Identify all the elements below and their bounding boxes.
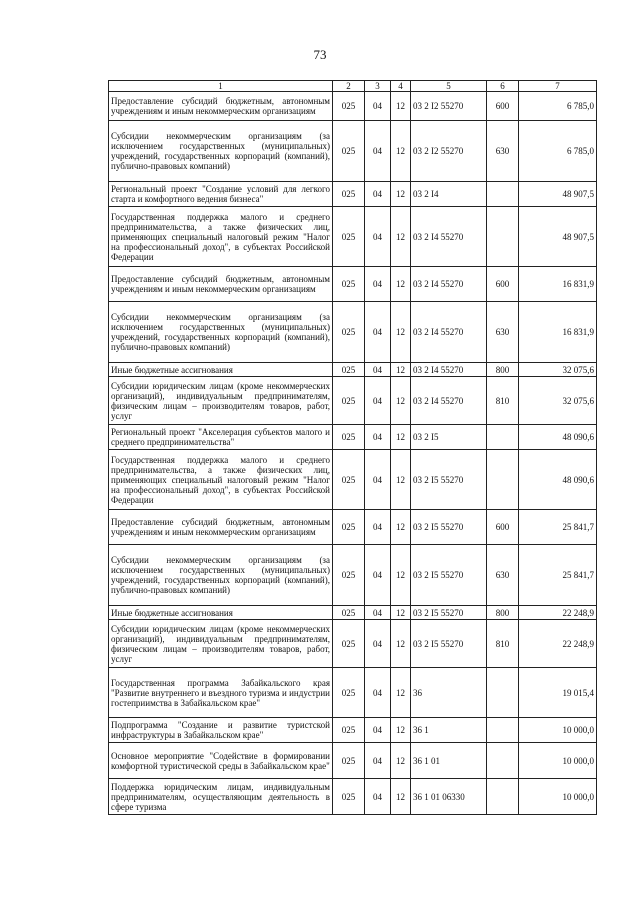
- row-csr: 03 2 I5 55270: [411, 545, 487, 606]
- row-amount: 48 090,6: [519, 425, 597, 450]
- row-vr: [487, 779, 519, 815]
- row-name: Предоставление субсидий бюджетным, автономным учреждениям и иным некоммерческим организациям: [109, 510, 333, 545]
- row-grbs: 025: [333, 425, 365, 450]
- row-rz: 04: [365, 182, 391, 207]
- row-amount: 6 785,0: [519, 121, 597, 182]
- row-pr: 12: [391, 302, 411, 363]
- row-name: Региональный проект "Создание условий для легкого старта и комфортного ведения бизнеса": [109, 182, 333, 207]
- table-row: [109, 207, 597, 267]
- row-vr: 630: [487, 121, 519, 182]
- row-name: Иные бюджетные ассигнования: [109, 363, 333, 377]
- row-grbs: 025: [333, 267, 365, 302]
- table-row: [109, 302, 597, 363]
- row-vr: 800: [487, 606, 519, 620]
- row-name: Предоставление субсидий бюджетным, автономным учреждениям и иным некоммерческим организациям: [109, 92, 333, 121]
- row-grbs: 025: [333, 363, 365, 377]
- row-amount: 10 000,0: [519, 743, 597, 779]
- row-csr: 03 2 I4 55270: [411, 363, 487, 377]
- row-csr: 03 2 I5 55270: [411, 620, 487, 668]
- table-row: [109, 743, 597, 779]
- row-name: Подпрограмма "Создание и развитие туристской инфраструктуры в Забайкальском крае": [109, 718, 333, 743]
- row-name: Государственная программа Забайкальского края "Развитие внутреннего и въездного туризма и индустрии гостеприимства в Забайкальском крае": [109, 668, 333, 718]
- table-row: [109, 606, 597, 620]
- row-amount: 22 248,9: [519, 606, 597, 620]
- row-rz: 04: [365, 668, 391, 718]
- row-name: Субсидии юридическим лицам (кроме некоммерческих организаций), индивидуальным предпринимателям, физическим лицам – производителям товаров, работ, услуг: [109, 620, 333, 668]
- row-grbs: 025: [333, 182, 365, 207]
- table-row: [109, 450, 597, 510]
- row-pr: 12: [391, 718, 411, 743]
- row-amount: 25 841,7: [519, 545, 597, 606]
- row-amount: 32 075,6: [519, 363, 597, 377]
- row-csr: 03 2 I4 55270: [411, 377, 487, 425]
- row-vr: 630: [487, 545, 519, 606]
- header-cell: 3: [365, 81, 391, 92]
- row-grbs: 025: [333, 510, 365, 545]
- row-csr: 03 2 I2 55270: [411, 121, 487, 182]
- row-vr: [487, 668, 519, 718]
- row-amount: 25 841,7: [519, 510, 597, 545]
- row-csr: 36 1 01: [411, 743, 487, 779]
- row-pr: 12: [391, 207, 411, 267]
- row-csr: 36: [411, 668, 487, 718]
- table-row: [109, 668, 597, 718]
- row-csr: 03 2 I4 55270: [411, 302, 487, 363]
- row-name: Предоставление субсидий бюджетным, автономным учреждениям и иным некоммерческим организациям: [109, 267, 333, 302]
- row-pr: 12: [391, 267, 411, 302]
- row-csr: 03 2 I5 55270: [411, 510, 487, 545]
- row-rz: 04: [365, 92, 391, 121]
- budget-table: [108, 80, 597, 815]
- row-amount: 10 000,0: [519, 718, 597, 743]
- row-csr: 36 1 01 06330: [411, 779, 487, 815]
- row-rz: 04: [365, 121, 391, 182]
- header-row: [109, 81, 597, 92]
- row-name: Государственная поддержка малого и среднего предпринимательства, а также физических лиц, применяющих специальный налоговый режим "Налог на профессиональный доход", в субъектах Российской Федерации: [109, 207, 333, 267]
- row-csr: 03 2 I4 55270: [411, 207, 487, 267]
- row-rz: 04: [365, 743, 391, 779]
- row-rz: 04: [365, 425, 391, 450]
- row-pr: 12: [391, 377, 411, 425]
- row-name: Поддержка юридическим лицам, индивидуальным предпринимателям, осуществляющим деятельность в сфере туризма: [109, 779, 333, 815]
- row-vr: 600: [487, 267, 519, 302]
- row-csr: 03 2 I4 55270: [411, 267, 487, 302]
- header-cell: 6: [487, 81, 519, 92]
- row-rz: 04: [365, 718, 391, 743]
- row-name: Субсидии юридическим лицам (кроме некоммерческих организаций), индивидуальным предпринимателям, физическим лицам – производителям товаров, работ, услуг: [109, 377, 333, 425]
- row-pr: 12: [391, 510, 411, 545]
- row-grbs: 025: [333, 743, 365, 779]
- row-rz: 04: [365, 363, 391, 377]
- row-pr: 12: [391, 620, 411, 668]
- row-csr: 03 2 I5 55270: [411, 450, 487, 510]
- row-name: Субсидии некоммерческим организациям (за исключением государственных (муниципальных) учреждений, государственных корпораций (компаний), публично-правовых компаний): [109, 545, 333, 606]
- row-amount: 48 907,5: [519, 207, 597, 267]
- row-grbs: 025: [333, 92, 365, 121]
- row-grbs: 025: [333, 668, 365, 718]
- row-name: Государственная поддержка малого и среднего предпринимательства, а также физических лиц, применяющих специальный налоговый режим "Налог на профессиональный доход", в субъектах Российской Федерации: [109, 450, 333, 510]
- row-pr: 12: [391, 182, 411, 207]
- row-vr: 800: [487, 363, 519, 377]
- row-grbs: 025: [333, 207, 365, 267]
- row-amount: 16 831,9: [519, 267, 597, 302]
- row-rz: 04: [365, 606, 391, 620]
- table-row: [109, 92, 597, 121]
- row-name: Иные бюджетные ассигнования: [109, 606, 333, 620]
- row-rz: 04: [365, 545, 391, 606]
- row-csr: 03 2 I5: [411, 425, 487, 450]
- table-row: [109, 718, 597, 743]
- row-name: Региональный проект "Акселерация субъектов малого и среднего предпринимательства": [109, 425, 333, 450]
- row-vr: 810: [487, 377, 519, 425]
- row-rz: 04: [365, 207, 391, 267]
- table-row: [109, 182, 597, 207]
- row-vr: 810: [487, 620, 519, 668]
- page-number: 73: [313, 47, 327, 62]
- row-name: Субсидии некоммерческим организациям (за исключением государственных (муниципальных) учреждений, государственных корпораций (компаний), публично-правовых компаний): [109, 121, 333, 182]
- row-grbs: 025: [333, 779, 365, 815]
- row-grbs: 025: [333, 545, 365, 606]
- row-grbs: 025: [333, 377, 365, 425]
- row-csr: 36 1: [411, 718, 487, 743]
- row-vr: 600: [487, 92, 519, 121]
- row-amount: 32 075,6: [519, 377, 597, 425]
- row-pr: 12: [391, 450, 411, 510]
- row-rz: 04: [365, 377, 391, 425]
- table-row: [109, 620, 597, 668]
- row-name: Субсидии некоммерческим организациям (за исключением государственных (муниципальных) учреждений, государственных корпораций (компаний), публично-правовых компаний): [109, 302, 333, 363]
- row-pr: 12: [391, 425, 411, 450]
- row-amount: 16 831,9: [519, 302, 597, 363]
- row-vr: 600: [487, 510, 519, 545]
- row-pr: 12: [391, 545, 411, 606]
- header-cell: 7: [519, 81, 597, 92]
- table-row: [109, 267, 597, 302]
- row-grbs: 025: [333, 606, 365, 620]
- row-rz: 04: [365, 510, 391, 545]
- row-grbs: 025: [333, 620, 365, 668]
- table-row: [109, 510, 597, 545]
- row-vr: [487, 743, 519, 779]
- row-pr: 12: [391, 779, 411, 815]
- row-grbs: 025: [333, 450, 365, 510]
- row-vr: [487, 718, 519, 743]
- row-amount: 48 907,5: [519, 182, 597, 207]
- row-name: Основное мероприятие "Содействие в формировании комфортной туристической среды в Забайкальском крае": [109, 743, 333, 779]
- row-pr: 12: [391, 363, 411, 377]
- header-cell: 1: [109, 81, 333, 92]
- table-row: [109, 121, 597, 182]
- row-csr: 03 2 I4: [411, 182, 487, 207]
- row-grbs: 025: [333, 718, 365, 743]
- row-vr: [487, 450, 519, 510]
- row-pr: 12: [391, 668, 411, 718]
- header-cell: 4: [391, 81, 411, 92]
- table-row: [109, 377, 597, 425]
- row-vr: [487, 182, 519, 207]
- table-row: [109, 425, 597, 450]
- table-row: [109, 363, 597, 377]
- row-pr: 12: [391, 743, 411, 779]
- row-rz: 04: [365, 302, 391, 363]
- row-amount: 19 015,4: [519, 668, 597, 718]
- header-cell: 2: [333, 81, 365, 92]
- row-vr: 630: [487, 302, 519, 363]
- table-row: [109, 545, 597, 606]
- row-vr: [487, 207, 519, 267]
- row-csr: 03 2 I5 55270: [411, 606, 487, 620]
- row-rz: 04: [365, 620, 391, 668]
- row-amount: 10 000,0: [519, 779, 597, 815]
- row-csr: 03 2 I2 55270: [411, 92, 487, 121]
- row-grbs: 025: [333, 302, 365, 363]
- row-amount: 6 785,0: [519, 92, 597, 121]
- table-row: [109, 779, 597, 815]
- header-cell: 5: [411, 81, 487, 92]
- row-pr: 12: [391, 121, 411, 182]
- row-rz: 04: [365, 450, 391, 510]
- row-amount: 22 248,9: [519, 620, 597, 668]
- row-rz: 04: [365, 267, 391, 302]
- row-grbs: 025: [333, 121, 365, 182]
- row-vr: [487, 425, 519, 450]
- row-amount: 48 090,6: [519, 450, 597, 510]
- row-rz: 04: [365, 779, 391, 815]
- row-pr: 12: [391, 606, 411, 620]
- row-pr: 12: [391, 92, 411, 121]
